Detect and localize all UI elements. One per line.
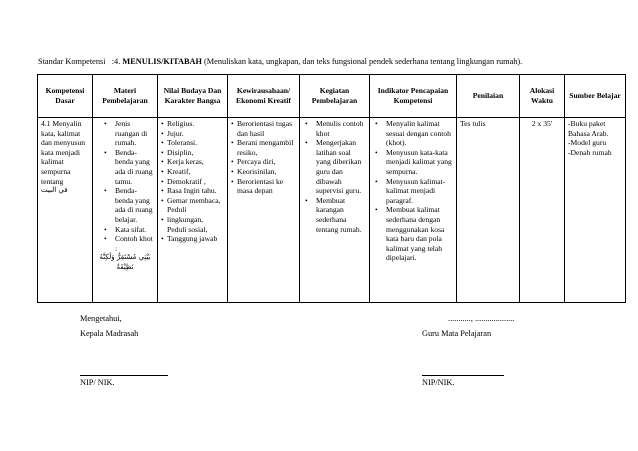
col-indikator: Indikator Pencapaian Kompetensi (370, 75, 457, 118)
cell-materi (93, 118, 158, 303)
col-nilai-budaya: Nilai Budaya Dan Karakter Bangsa (158, 75, 228, 118)
list-item: • Berorientasi ke masa depan (231, 177, 296, 196)
right-nip-label: NIP/NIK. (422, 378, 455, 387)
cell-sumber (565, 118, 626, 303)
mengetahui-label: Mengetahui, (80, 314, 122, 323)
col-kegiatan: Kegiatan Pembelajaran (300, 75, 370, 118)
sk-description: (Menuliskan kata, ungkapan, dan teks fungsional pendek sederhana tentang lingkungan rumah). (204, 57, 523, 66)
date-placeholder: ..........., ................... (448, 314, 515, 323)
kepala-madrasah-label: Kepala Madrasah (80, 329, 139, 338)
list-item: • Kerja keras, (161, 157, 224, 167)
list-item: • Toleransi. (161, 138, 224, 148)
list-item: • Benda-benda yang ada di ruang belajar. (104, 186, 154, 224)
list-item: • Membuat karangan sederhana tentang rumah. (305, 196, 366, 234)
col-penilaian: Penilaian (457, 75, 520, 118)
list-item: • Keorisinilan, (231, 167, 296, 177)
table-row (38, 118, 626, 303)
list-item: • Rasa Ingin tahu. (161, 186, 224, 196)
list-item: • Menyusun kata-kata menjadi kalimat yang sempurna. (375, 148, 453, 177)
list-item: • Gemar membaca, Peduli (161, 196, 224, 215)
list-item: • Kreatif, (161, 167, 224, 177)
sumber-item: -Buku paket Bahasa Arab. (568, 119, 609, 138)
rpp-table (37, 74, 626, 303)
cell-alokasi: 2 x 35' (520, 118, 565, 303)
list-item: • Tanggung jawab (161, 234, 224, 244)
list-item: • Kata sifat. (104, 225, 154, 235)
guru-mapel-label: Guru Mata Pelajaran (422, 329, 492, 338)
col-materi: Materi Pembelajaran (93, 75, 158, 118)
cell-nilai (158, 118, 228, 303)
kd-text: 4.1 Menyalin kata, kalimat dan menyusun kata menjadi kalimat sempurna tentang (41, 119, 86, 186)
cell-penilaian: Tes tulis (457, 118, 520, 303)
table-header-row (38, 75, 626, 118)
col-sumber: Sumber Belajar (565, 75, 626, 118)
list-item: • Membuat kalimat sederhana dengan menggunakan kosa kata baru dan pola kalimat yang telah dipelajari. (375, 205, 453, 263)
list-item: • Jujur. (161, 129, 224, 139)
col-alokasi: Alokasi Waktu (520, 75, 565, 118)
sk-title: MENULIS/KITABAH (122, 57, 202, 66)
sk-label: Standar Kompetensi (38, 57, 106, 66)
left-nip-label: NIP/ NIK. (80, 378, 115, 387)
kd-arabic: في البيت (41, 186, 68, 195)
cell-indikator (370, 118, 457, 303)
right-signature-line (422, 375, 504, 376)
sk-number: :4. (111, 57, 121, 66)
list-item: • Berorientasi tugas dan hasil (231, 119, 296, 138)
sumber-item: -Model guru (568, 138, 607, 148)
cell-kewirausahaan (228, 118, 300, 303)
list-item: • Menyusun kalimat-kalimat menjadi paragraf. (375, 177, 453, 206)
list-item: • Disiplin, (161, 148, 224, 158)
list-item: • Menyalin kalimat sesuai dengan contoh (khot). (375, 119, 453, 148)
cell-kd (38, 118, 93, 303)
list-item: • Percaya diri, (231, 157, 296, 167)
list-item: • Contoh khot : (104, 234, 154, 253)
list-item: • Mengerjakan latihan soal yang diberikan guru dan dibawah supervisi guru. (305, 138, 366, 196)
list-item: • Menulis contoh khot (305, 119, 366, 138)
sumber-item: -Denah rumah (568, 147, 612, 157)
materi-arabic: بَيْتِي مُسْتَقِرٌّ وَلَكِنَّهُ نَظِيْفَةٌ (99, 253, 151, 271)
standar-kompetensi-line (38, 57, 522, 66)
list-item: • Religius. (161, 119, 224, 129)
col-kewirausahaan: Kewirausahaan/ Ekonomi Kreatif (228, 75, 300, 118)
list-item: • Berani mengambil resiko, (231, 138, 296, 157)
left-signature-line (80, 375, 168, 376)
col-kompetensi-dasar: Kompetensi Dasar (38, 75, 93, 118)
list-item: • Benda-benda yang ada di ruang tamu. (104, 148, 154, 186)
list-item: • Demokratif , (161, 177, 224, 187)
list-item: • lingkungan, Peduli sosial, (161, 215, 224, 234)
cell-kegiatan (300, 118, 370, 303)
list-item: • Jenis ruangan di rumah. (104, 119, 154, 148)
